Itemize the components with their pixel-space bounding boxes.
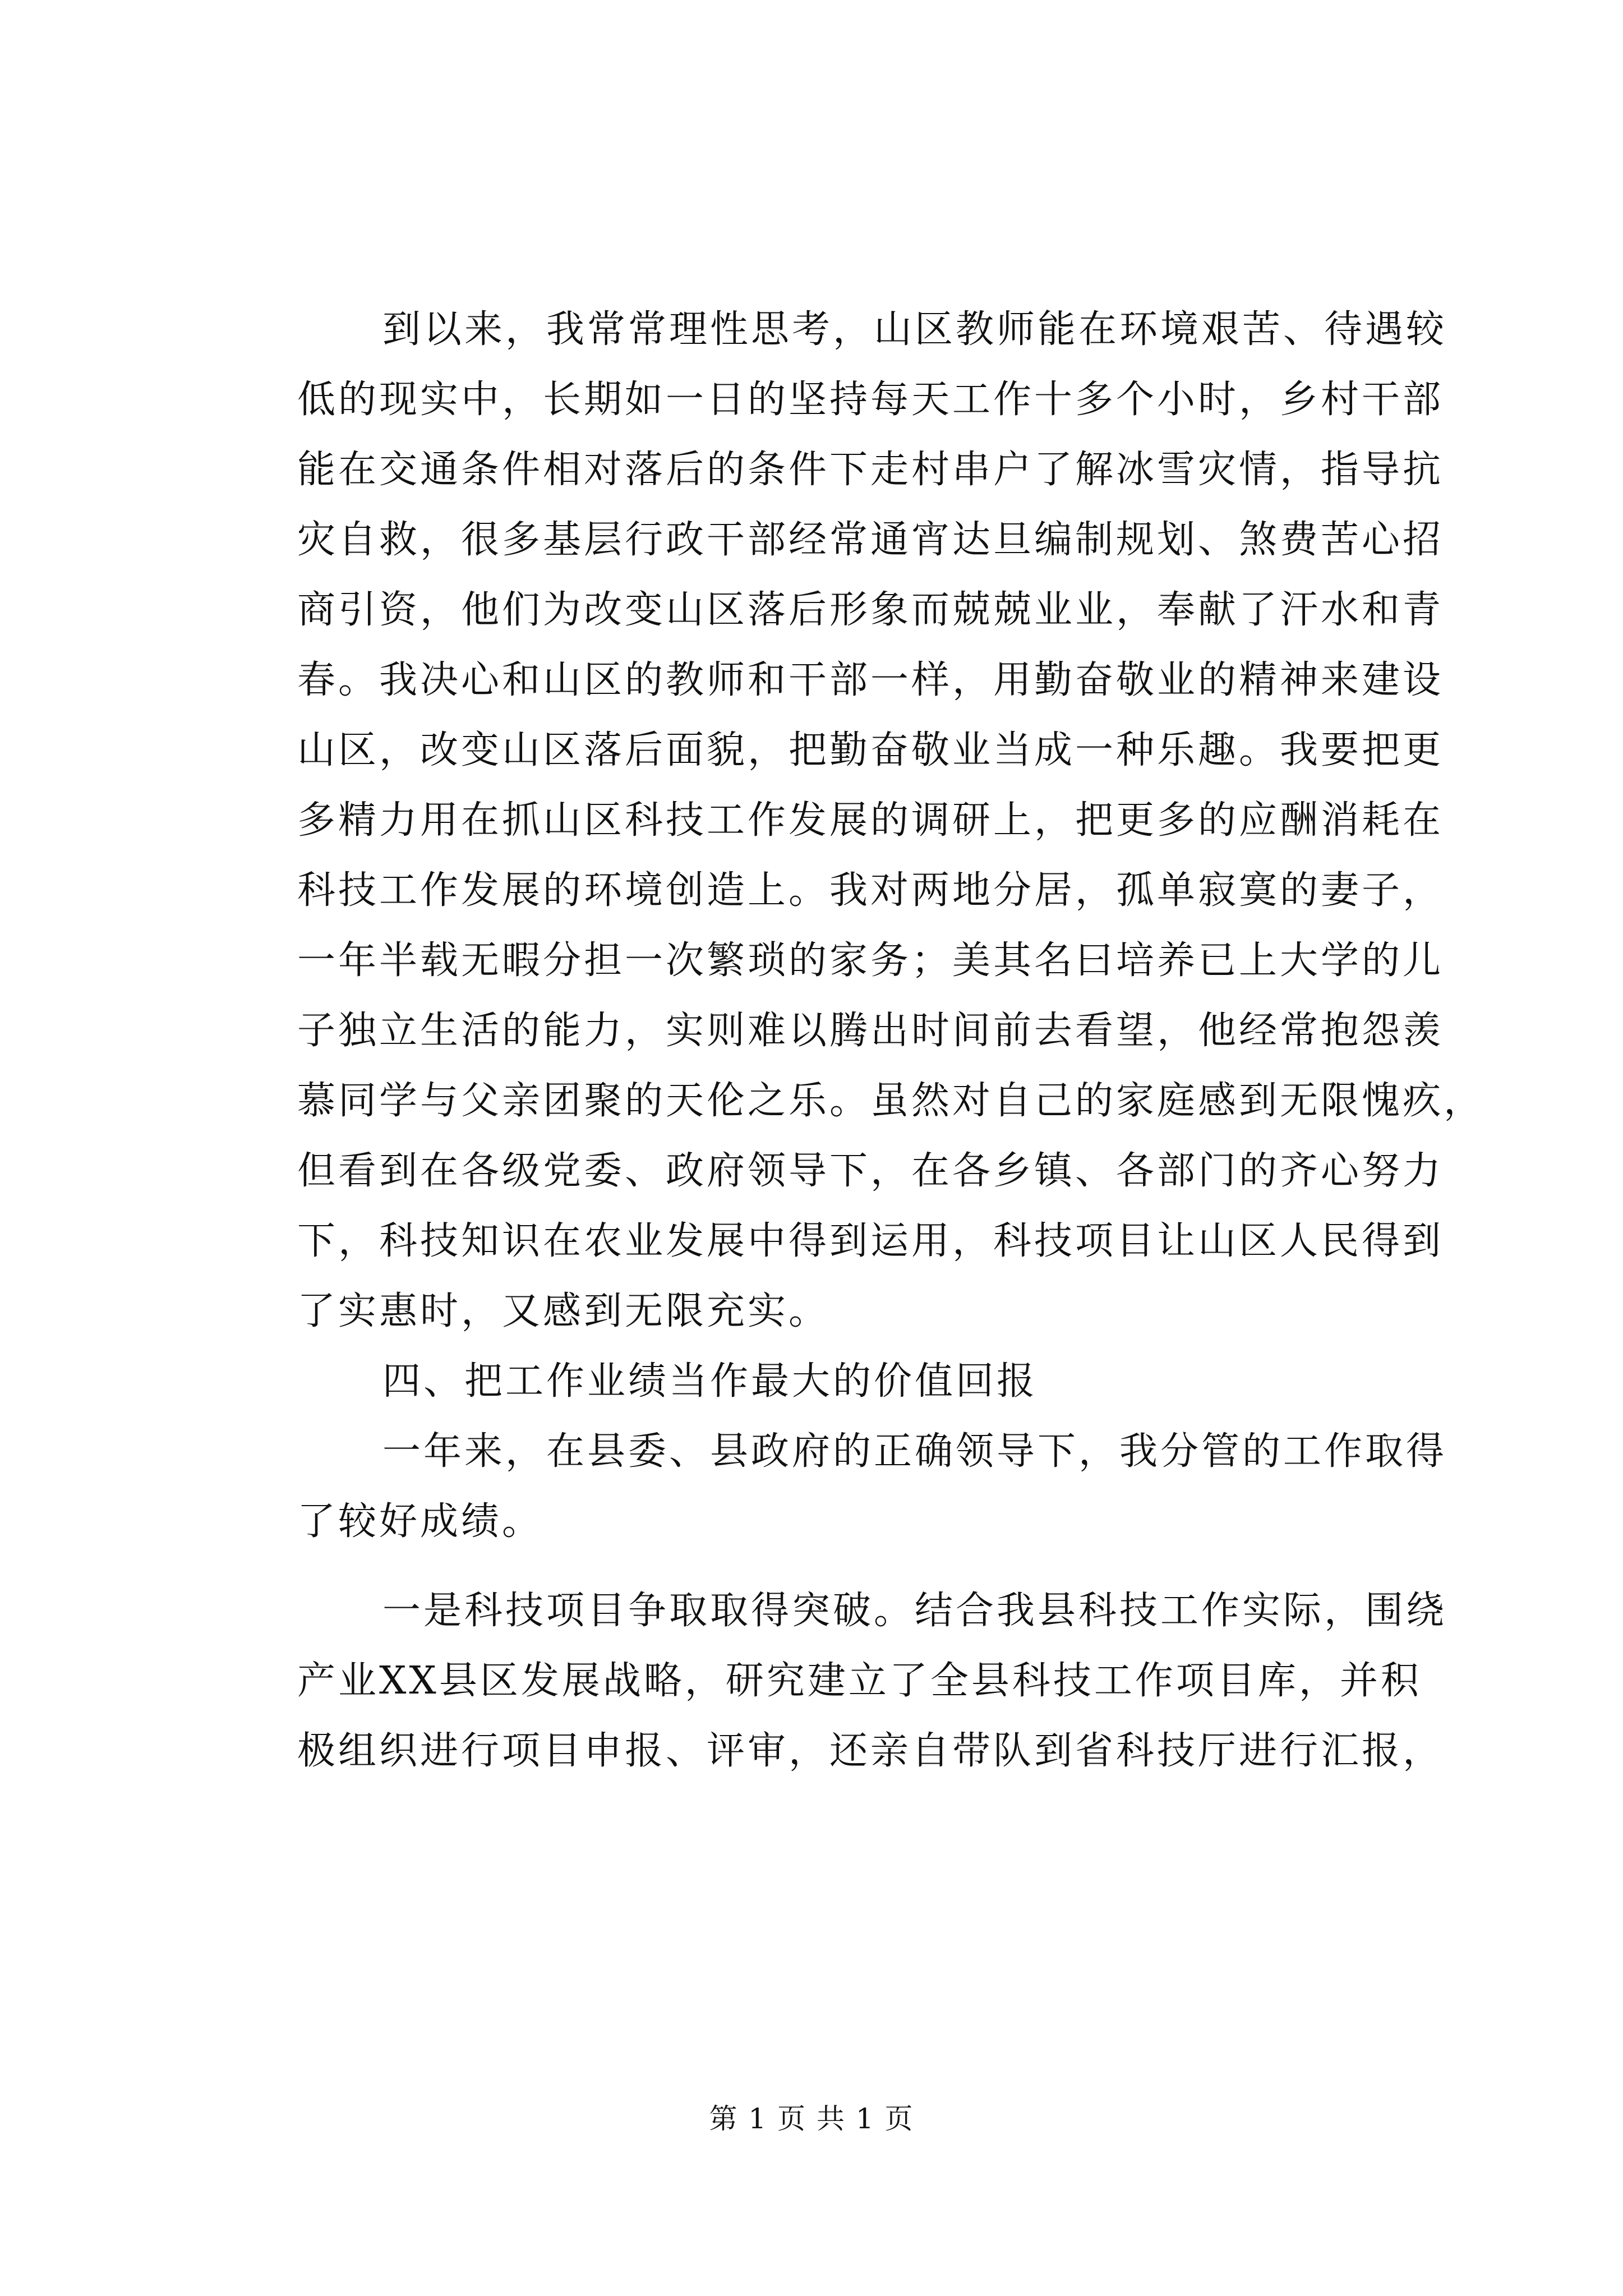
text-line: 低的现实中，长期如一日的坚持每天工作十多个小时，乡村干部 (297, 378, 1444, 422)
document-body (297, 295, 1485, 1786)
text-line: 但看到在各级党委、政府领导下，在各乡镇、各部门的齐心努力 (297, 1149, 1444, 1193)
text-line: 下，科技知识在农业发展中得到运用，科技项目让山区人民得到 (297, 1219, 1444, 1263)
text-line: 产业XX县区发展战略，研究建立了全县科技工作项目库，并积 (297, 1659, 1422, 1703)
text-line: 子独立生活的能力，实则难以腾出时间前去看望，他经常抱怨羡 (297, 1009, 1444, 1053)
text-line: 极组织进行项目申报、评审，还亲自带队到省科技厅进行汇报， (297, 1729, 1444, 1773)
text-line: 到以来，我常常理性思考，山区教师能在环境艰苦、待遇较 (382, 307, 1447, 352)
text-line: 一年来，在县委、县政府的正确领导下，我分管的工作取得 (382, 1429, 1447, 1474)
text-line: 了较好成绩。 (297, 1499, 543, 1544)
text-line: 山区，改变山区落后面貌，把勤奋敬业当成一种乐趣。我要把更 (297, 728, 1444, 772)
text-line: 一年半载无暇分担一次繁琐的家务；美其名曰培养已上大学的儿 (297, 938, 1444, 983)
text-line: 科技工作发展的环境创造上。我对两地分居，孤单寂寞的妻子， (297, 868, 1444, 913)
text-line: 灾自救，很多基层行政干部经常通宵达旦编制规划、煞费苦心招 (297, 518, 1444, 562)
text-line: 春。我决心和山区的教师和干部一样，用勤奋敬业的精神来建设 (297, 658, 1444, 702)
text-line: 能在交通条件相对落后的条件下走村串户了解冰雪灾情，指导抗 (297, 448, 1444, 492)
text-line: 一是科技项目争取取得突破。结合我县科技工作实际，围绕 (382, 1589, 1447, 1633)
paragraph-gap (297, 1557, 1413, 1576)
text-line: 慕同学与父亲团聚的天伦之乐。虽然对自己的家庭感到无限愧疚， (297, 1079, 1485, 1123)
text-line: 多精力用在抓山区科技工作发展的调研上，把更多的应酬消耗在 (297, 798, 1444, 843)
text-line: 商引资，他们为改变山区落后形象而兢兢业业，奉献了汗水和青 (297, 588, 1444, 632)
section-heading: 四、把工作业绩当作最大的价值回报 (382, 1359, 1038, 1404)
page-footer: 第 1 页 共 1 页 (709, 2102, 914, 2135)
text-line: 了实惠时，又感到无限充实。 (297, 1289, 830, 1333)
